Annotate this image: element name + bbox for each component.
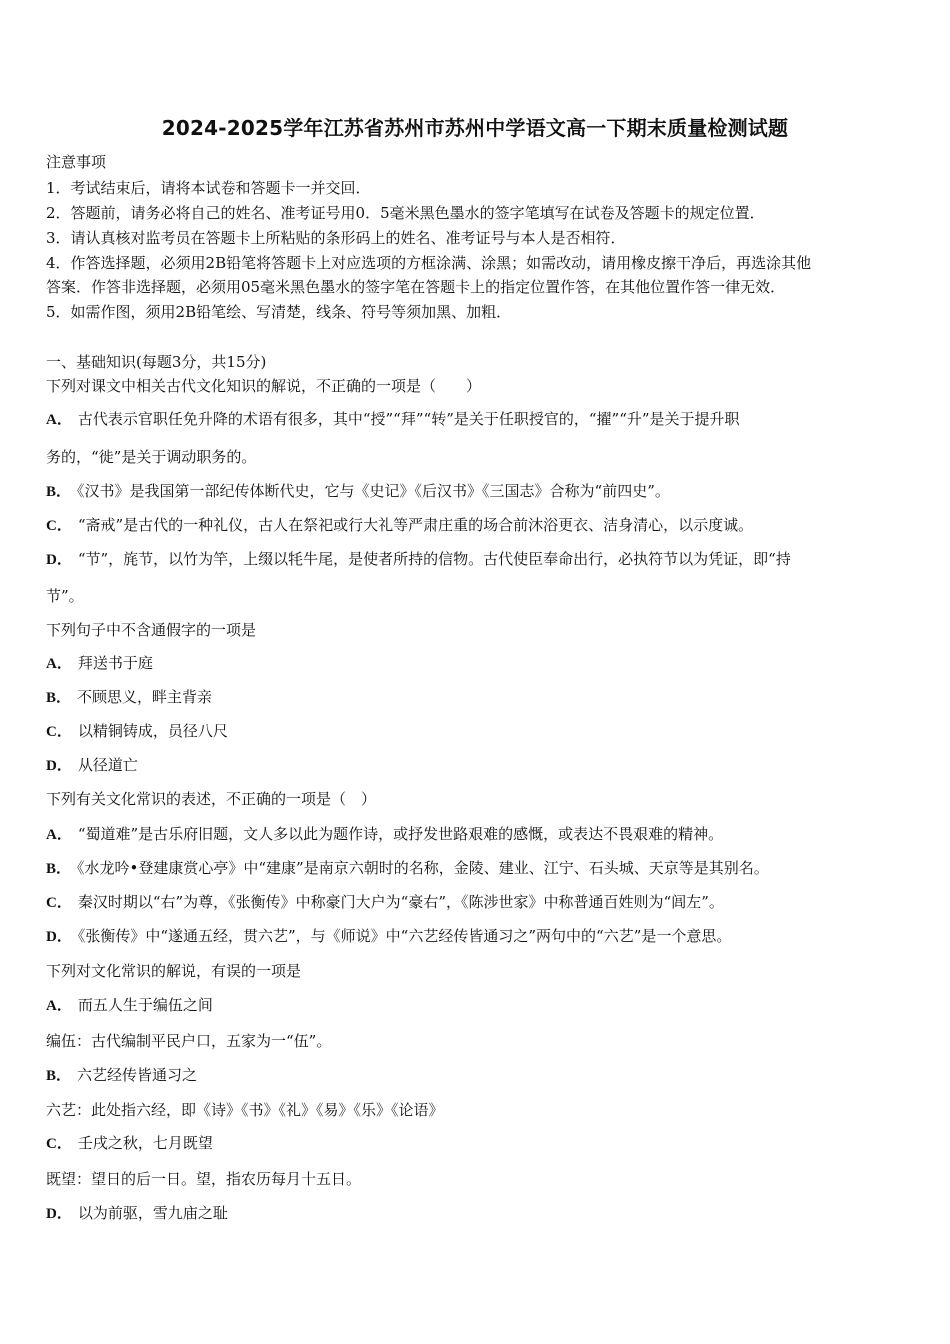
q4-option-b: [46, 1065, 197, 1086]
q3-option-a-text: “蜀道难”是古乐府旧题，文人多以此为题作诗，或抒发世路艰难的感慨，或表达不畏艰难的精神。: [77, 825, 724, 843]
q4-option-d-label: D．: [46, 1206, 72, 1222]
q3-option-a-label: A．: [46, 827, 72, 843]
q2-option-a-label: A．: [46, 656, 72, 672]
notice-item-3: 3．请认真核对监考员在答题卡上所粘贴的条形码上的姓名、准考证号与本人是否相符．: [46, 229, 626, 247]
q4-option-c: [46, 1133, 213, 1154]
q1-option-c: [46, 515, 753, 536]
notice-item-1: 1．考试结束后，请将本试卷和答题卡一并交回．: [46, 179, 371, 197]
page-title: 2024-2025学年江苏省苏州市苏州中学语文高一下期末质量检测试题: [161, 116, 789, 140]
q2-option-a: [46, 653, 153, 674]
q3-option-c-label: C．: [46, 895, 72, 911]
q2-option-c-text: 以精铜铸成，员径八尺: [77, 722, 228, 740]
q2-option-c-label: C．: [46, 724, 72, 740]
q4-option-b-label: B．: [46, 1068, 72, 1084]
q1-option-c-label: C．: [46, 518, 72, 534]
q4-option-a: [46, 995, 213, 1016]
q4-option-d: [46, 1203, 228, 1224]
q4-option-c-label: C．: [46, 1136, 72, 1152]
q2-option-a-text: 拜送书于庭: [77, 654, 153, 672]
q2-option-d-label: D．: [46, 758, 72, 774]
q1-option-a-text: 古代表示官职任免升降的术语有很多，其中“授”“拜”“转”是关于任职授官的，“擢”“升”是关于提升职: [77, 410, 740, 428]
q3-option-c-text: 秦汉时期以“右”为尊，《张衡传》中称豪门大户为“豪右”，《陈涉世家》中称普通百姓则为“闾左”。: [77, 893, 724, 911]
q3-option-b: [46, 858, 769, 879]
q1-option-a-label: A．: [46, 412, 72, 428]
q1-option-b-label: B．: [46, 484, 72, 500]
q1-option-d: [46, 549, 791, 570]
q2-stem: 下列句子中不含通假字的一项是: [46, 621, 257, 639]
q4-option-b-note: 六艺：此处指六经，即《诗》《书》《礼》《易》《乐》《论语》: [46, 1101, 444, 1119]
q1-option-d-text: “节”，旄节，以竹为竿，上缀以牦牛尾，是使者所持的信物。古代使臣奉命出行，必执符节以为凭证，即“持: [77, 550, 791, 568]
q1-option-d-cont: 节”。: [46, 587, 84, 605]
q3-option-d: [46, 926, 731, 947]
q4-option-c-note: 既望：望日的后一日。望，指农历每月十五日。: [46, 1170, 362, 1188]
q2-option-c: [46, 721, 228, 742]
q2-option-d: [46, 755, 138, 776]
q4-option-a-note: 编伍：古代编制平民户口，五家为一“伍”。: [46, 1032, 332, 1050]
q3-stem: 下列有关文化常识的表述，不正确的一项是（ ）: [46, 790, 377, 808]
notice-item-5: 5．如需作图，须用2B铅笔绘、写清楚，线条、符号等须加黑、加粗．: [46, 303, 512, 321]
q1-option-b: [46, 481, 670, 502]
q2-option-b-label: B．: [46, 690, 72, 706]
q3-option-a: [46, 824, 723, 845]
notice-item-4-cont: 答案．作答非选择题，必须用05毫米黑色墨水的签字笔在答题卡上的指定位置作答，在其他位置作答一律无效．: [46, 278, 786, 296]
notice-item-2: 2．答题前，请务必将自己的姓名、准考证号用0．5毫米黑色墨水的签字笔填写在试卷及答题卡的规定位置．: [46, 204, 765, 222]
q3-option-d-label: D．: [46, 929, 72, 945]
q2-option-b: [46, 687, 212, 708]
section-heading: 一、基础知识(每题3分，共15分): [46, 353, 267, 371]
q1-option-c-text: “斋戒”是古代的一种礼仪，古人在祭祀或行大礼等严肃庄重的场合前沐浴更衣、洁身清心，以示度诚。: [77, 516, 754, 534]
q4-stem: 下列对文化常识的解说，有误的一项是: [46, 962, 302, 980]
q2-option-d-text: 从径道亡: [77, 756, 138, 774]
q1-option-d-label: D．: [46, 552, 72, 568]
q1-option-b-text: 《汉书》是我国第一部纪传体断代史，它与《史记》《后汉书》《三国志》合称为“前四史”。: [77, 482, 670, 500]
q1-stem: 下列对课文中相关古代文化知识的解说，不正确的一项是（ ）: [46, 377, 482, 395]
q4-option-c-text: 壬戌之秋，七月既望: [77, 1134, 213, 1152]
q2-option-b-text: 不顾思义，畔主背亲: [77, 688, 213, 706]
q4-option-d-text: 以为前驱，雪九庙之耻: [77, 1204, 228, 1222]
q3-option-c: [46, 892, 724, 913]
notice-heading: 注意事项: [46, 153, 107, 171]
q3-option-b-label: B．: [46, 861, 72, 877]
q4-option-b-text: 六艺经传皆通习之: [77, 1066, 198, 1084]
q4-option-a-text: 而五人生于编伍之间: [77, 996, 213, 1014]
q3-option-d-text: 《张衡传》中“遂通五经，贯六艺”，与《师说》中“六艺经传皆通习之”两句中的“六艺”是一个意思。: [77, 927, 732, 945]
notice-item-4: 4．作答选择题，必须用2B铅笔将答题卡上对应选项的方框涂满、涂黑；如需改动，请用橡皮擦干净后，再选涂其他: [46, 254, 812, 272]
q1-option-a-cont: 务的，“徙”是关于调动职务的。: [46, 448, 257, 466]
q1-option-a: [46, 409, 740, 430]
q3-option-b-text: 《水龙吟•登建康赏心亭》中“建康”是南京六朝时的名称，金陵、建业、江宁、石头城、天京等是其别名。: [77, 859, 769, 877]
q4-option-a-label: A．: [46, 998, 72, 1014]
